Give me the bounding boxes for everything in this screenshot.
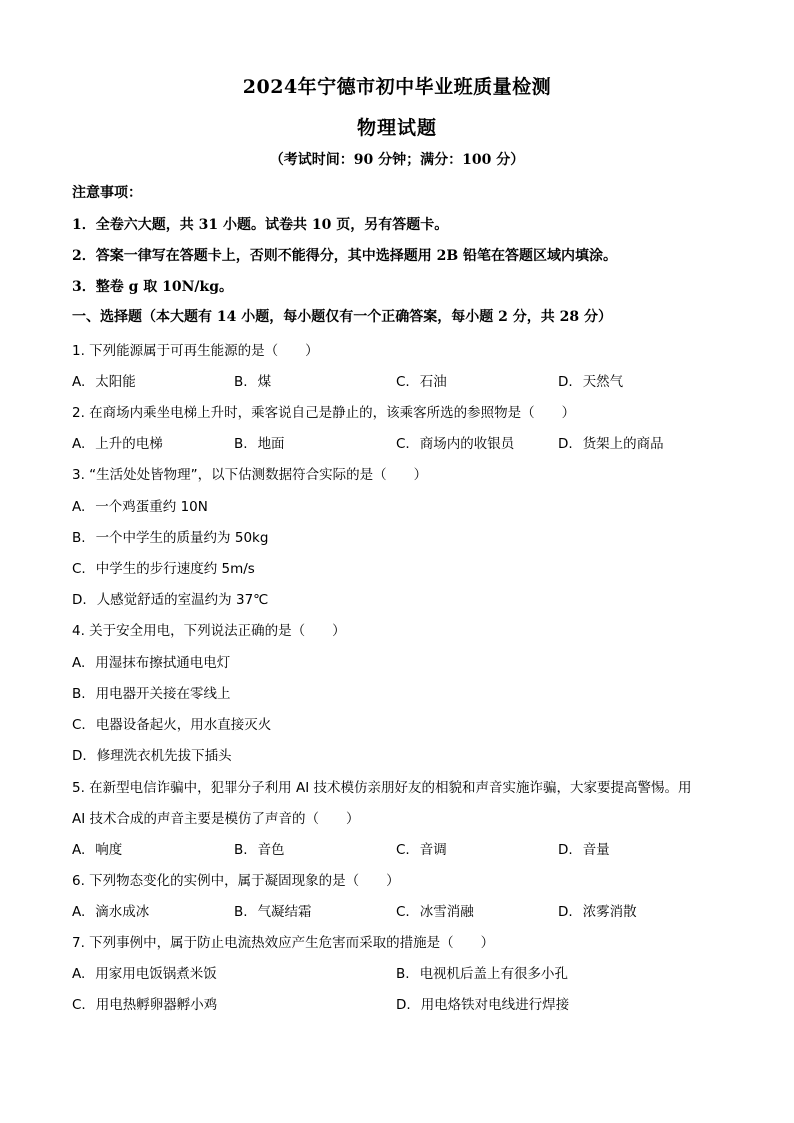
option-label: A. [72,436,86,452]
option-text: 气凝结霜 [257,904,312,920]
option-a [72,838,122,858]
option-text: 冰雪消融 [419,904,474,920]
option-d [396,993,569,1013]
option-text: 煤 [257,374,272,390]
section-heading: 一、选择题（本大题有 14 小题，每小题仅有一个正确答案，每小题 2 分，共 28 分） [72,309,612,325]
option-b [234,900,312,920]
option-text: 上升的电梯 [95,436,163,452]
question-stem: 5. 在新型电信诈骗中，犯罪分子利用 AI 技术模仿亲朋好友的相貌和声音实施诈骗，大家要提高警惕。用 [72,780,692,796]
option-a [72,651,230,671]
option-b [234,432,285,452]
option-text: 人感觉舒适的室温约为 37℃ [96,592,269,608]
exam-title: 2024年宁德市初中毕业班质量检测 [242,76,552,98]
option-label: B. [234,904,248,920]
option-text: 用电器开关接在零线上 [95,686,231,702]
option-text: 音色 [257,842,285,858]
option-label: B. [234,436,248,452]
option-b [234,370,271,390]
option-label: A. [72,966,86,982]
option-text: 地面 [257,436,285,452]
question-stem-continued: AI 技术合成的声音主要是模仿了声音的（ ） [72,811,360,827]
option-label: B. [396,966,410,982]
option-text: 用电热孵卵器孵小鸡 [95,997,218,1013]
option-text: 商场内的收银员 [419,436,515,452]
option-text: 用电烙铁对电线进行焊接 [420,997,570,1013]
option-c [72,713,271,733]
option-label: B. [234,842,248,858]
option-label: D. [396,997,411,1013]
option-label: B. [72,530,86,546]
option-label: A. [72,904,86,920]
option-text: 用家用电饭锅煮米饭 [95,966,217,982]
option-label: C. [396,374,410,390]
option-label: C. [396,842,410,858]
option-a [72,432,163,452]
question-stem: 4. 关于安全用电，下列说法正确的是（ ） [72,623,346,639]
option-text: 响度 [95,842,123,858]
note-item: 3．整卷 g 取 10N/kg。 [72,279,234,295]
exam-info: （考试时间：90 分钟；满分：100 分） [269,152,525,168]
option-a [72,900,149,920]
option-label: D. [558,374,573,390]
note-item: 1．全卷六大题，共 31 小题。试卷共 10 页，另有答题卡。 [72,217,449,233]
option-b [396,962,568,982]
option-c [396,838,447,858]
option-d [558,432,664,452]
option-label: D. [72,592,87,608]
option-label: D. [72,748,87,764]
option-label: C. [72,561,86,577]
option-text: 天然气 [582,374,624,390]
option-label: C. [72,997,86,1013]
option-text: 一个中学生的质量约为 50kg [95,530,269,546]
option-a [72,495,208,515]
question-stem: 2. 在商场内乘坐电梯上升时，乘客说自己是静止的，该乘客所选的参照物是（ ） [72,405,576,421]
option-c [396,432,514,452]
subject-title: 物理试题 [356,117,437,139]
option-label: A. [72,655,86,671]
option-text: 用湿抹布擦拭通电电灯 [95,655,231,671]
note-item: 2．答案一律写在答题卡上，否则不能得分，其中选择题用 2B 铅笔在答题区域内填涂。 [72,248,618,264]
question-stem: 7. 下列事例中，属于防止电流热效应产生危害而采取的措施是（ ） [72,935,495,951]
option-c [72,557,255,577]
option-label: D. [558,904,573,920]
option-text: 修理洗衣机先拔下插头 [96,748,232,764]
option-c [396,370,447,390]
option-c [396,900,474,920]
option-text: 音调 [419,842,447,858]
option-label: B. [72,686,86,702]
option-label: B. [234,374,248,390]
option-text: 浓雾消散 [582,904,637,920]
option-d [558,838,610,858]
option-d [72,588,268,608]
option-d [558,370,623,390]
option-text: 货架上的商品 [582,436,664,452]
notes-heading: 注意事项： [72,185,142,201]
option-b [72,526,268,546]
option-a [72,370,136,390]
option-d [72,744,232,764]
option-text: 音量 [582,842,610,858]
option-text: 滴水成冰 [95,904,150,920]
option-text: 一个鸡蛋重约 10N [95,499,208,515]
option-label: C. [72,717,86,733]
question-stem: 1. 下列能源属于可再生能源的是（ ） [72,343,319,359]
option-label: C. [396,904,410,920]
option-text: 电器设备起火，用水直接灭火 [95,717,272,733]
option-label: A. [72,499,86,515]
option-a [72,962,217,982]
option-b [72,682,231,702]
option-text: 电视机后盖上有很多小孔 [419,966,569,982]
option-label: C. [396,436,410,452]
option-label: A. [72,842,86,858]
option-text: 石油 [419,374,447,390]
question-stem: 3. “生活处处皆物理”，以下估测数据符合实际的是（ ） [72,467,428,483]
option-b [234,838,285,858]
question-stem: 6. 下列物态变化的实例中，属于凝固现象的是（ ） [72,873,400,889]
option-label: D. [558,436,573,452]
option-text: 太阳能 [95,374,136,390]
option-label: D. [558,842,573,858]
option-label: A. [72,374,86,390]
option-d [558,900,637,920]
option-c [72,993,217,1013]
option-text: 中学生的步行速度约 5m/s [95,561,255,577]
